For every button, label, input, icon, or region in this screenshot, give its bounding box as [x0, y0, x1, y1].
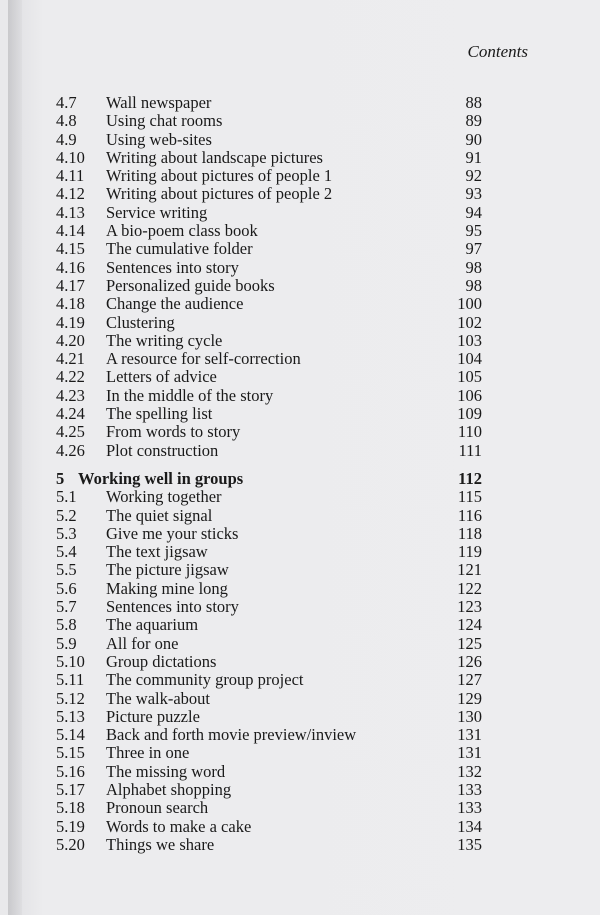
entry-number: 5.7 — [56, 597, 77, 617]
entry-page-number: 135 — [457, 834, 482, 854]
entry-number: 5.13 — [56, 706, 85, 726]
entry-title: Change the audience — [106, 294, 244, 314]
chapter-5-heading — [56, 470, 482, 488]
entry-page-number: 131 — [457, 743, 482, 763]
entry-page-number: 94 — [465, 202, 482, 222]
entry-page-number: 126 — [457, 651, 482, 671]
entry-page-number: 91 — [465, 147, 482, 167]
toc-entry — [56, 350, 482, 368]
toc-entry — [56, 167, 482, 185]
entry-number: 4.24 — [56, 404, 85, 424]
entry-title: Making mine long — [106, 578, 228, 598]
toc-entry — [56, 744, 482, 762]
entry-title: Using chat rooms — [106, 111, 223, 131]
entry-title: Writing about landscape pictures — [106, 147, 323, 167]
toc-entry — [56, 690, 482, 708]
toc-entry — [56, 423, 482, 441]
toc-entry — [56, 671, 482, 689]
entry-page-number: 111 — [458, 440, 482, 460]
entry-page-number: 115 — [457, 487, 482, 507]
entry-page-number: 129 — [457, 688, 482, 708]
entry-page-number: 93 — [465, 184, 482, 204]
entry-number: 4.9 — [56, 129, 77, 149]
entry-page-number: 106 — [457, 385, 482, 405]
entry-number: 5.8 — [56, 615, 77, 635]
entry-page-number: 88 — [465, 93, 482, 112]
book-page — [8, 0, 600, 915]
entry-page-number: 133 — [457, 798, 482, 818]
entry-title: Wall newspaper — [106, 93, 212, 112]
toc-entry — [56, 561, 482, 579]
entry-number: 4.16 — [56, 257, 85, 277]
entry-number: 4.26 — [56, 440, 85, 460]
toc-entry — [56, 277, 482, 295]
entry-title: The text jigsaw — [106, 542, 208, 562]
entry-title: The aquarium — [106, 615, 199, 635]
toc-entry — [56, 405, 482, 423]
toc-entry — [56, 488, 482, 506]
entry-page-number: 133 — [457, 779, 482, 799]
toc-entry — [56, 580, 482, 598]
entry-title: Words to make a cake — [106, 816, 252, 836]
toc-entry — [56, 653, 482, 671]
entry-number: 4.12 — [56, 184, 85, 204]
chapter-title: Working well in groups — [78, 468, 244, 488]
entry-page-number: 121 — [457, 560, 482, 580]
entry-title: Sentences into story — [106, 257, 239, 277]
entry-title: Group dictations — [106, 651, 217, 671]
entry-title: A bio-poem class book — [106, 221, 258, 241]
entry-page-number: 122 — [457, 578, 482, 598]
entry-title: Picture puzzle — [106, 706, 200, 726]
entry-number: 4.8 — [56, 111, 77, 131]
entry-title: The cumulative folder — [106, 239, 253, 259]
entry-page-number: 125 — [457, 633, 482, 653]
entry-number: 5.17 — [56, 779, 85, 799]
entry-page-number: 104 — [457, 349, 482, 369]
entry-title: Give me your sticks — [106, 523, 239, 543]
entry-number: 5.14 — [56, 725, 85, 745]
entry-number: 5.3 — [56, 523, 77, 543]
entry-title: Alphabet shopping — [106, 779, 232, 799]
entry-page-number: 124 — [457, 615, 482, 635]
entry-title: The picture jigsaw — [106, 560, 229, 580]
entry-page-number: 92 — [465, 166, 482, 186]
entry-page-number: 109 — [457, 404, 482, 424]
entry-number: 4.23 — [56, 385, 85, 405]
entry-title: In the middle of the story — [106, 385, 274, 405]
entry-page-number: 98 — [465, 257, 482, 277]
entry-title: From words to story — [106, 422, 241, 442]
toc-entry — [56, 726, 482, 744]
entry-page-number: 131 — [457, 725, 482, 745]
page-gutter-shadow — [8, 0, 22, 915]
toc-entry — [56, 368, 482, 386]
entry-number: 5.12 — [56, 688, 85, 708]
entry-title: Clustering — [106, 312, 175, 332]
toc-entry — [56, 259, 482, 277]
toc-entry — [56, 507, 482, 525]
toc-entry — [56, 94, 482, 112]
entry-number: 4.21 — [56, 349, 85, 369]
toc-entry — [56, 295, 482, 313]
entry-page-number: 103 — [457, 330, 482, 350]
table-of-contents — [56, 94, 482, 854]
entry-page-number: 97 — [465, 239, 482, 259]
entry-page-number: 130 — [457, 706, 482, 726]
toc-entry — [56, 818, 482, 836]
entry-page-number: 127 — [457, 670, 482, 690]
toc-entry — [56, 708, 482, 726]
toc-entry — [56, 185, 482, 203]
entry-page-number: 118 — [457, 523, 482, 543]
toc-entry — [56, 616, 482, 634]
entry-number: 5.16 — [56, 761, 85, 781]
entry-number: 4.22 — [56, 367, 85, 387]
toc-entry — [56, 332, 482, 350]
entry-number: 4.7 — [56, 93, 77, 112]
entry-title: Using web-sites — [106, 129, 212, 149]
entry-page-number: 89 — [465, 111, 482, 131]
entry-number: 4.17 — [56, 275, 85, 295]
entry-title: Service writing — [106, 202, 208, 222]
running-head: Contents — [467, 42, 528, 61]
toc-entry — [56, 240, 482, 258]
entry-number: 5.10 — [56, 651, 85, 671]
entry-page-number: 95 — [465, 221, 482, 241]
toc-entry — [56, 543, 482, 561]
toc-entry — [56, 836, 482, 854]
entry-title: The missing word — [106, 761, 226, 781]
entry-title: Writing about pictures of people 1 — [106, 166, 333, 186]
toc-entry — [56, 204, 482, 222]
entry-title: Three in one — [106, 743, 190, 763]
chapter-number: 5 — [56, 468, 65, 488]
entry-number: 5.5 — [56, 560, 77, 580]
entry-page-number: 90 — [465, 129, 482, 149]
entry-page-number: 123 — [457, 597, 482, 617]
entry-number: 5.6 — [56, 578, 77, 598]
chapter-5-entries — [56, 488, 482, 854]
entry-title: The spelling list — [106, 404, 213, 424]
toc-entry — [56, 314, 482, 332]
toc-entry — [56, 781, 482, 799]
entry-number: 4.13 — [56, 202, 85, 222]
toc-entry — [56, 112, 482, 130]
entry-title: Sentences into story — [106, 597, 239, 617]
entry-number: 5.15 — [56, 743, 85, 763]
entry-title: The writing cycle — [106, 330, 223, 350]
entry-title: The walk-about — [106, 688, 211, 708]
entry-title: The community group project — [106, 670, 304, 690]
toc-entry — [56, 387, 482, 405]
chapter-4-entries — [56, 94, 482, 460]
toc-entry — [56, 799, 482, 817]
entry-number: 4.18 — [56, 294, 85, 314]
entry-page-number: 102 — [457, 312, 482, 332]
toc-entry — [56, 598, 482, 616]
entry-number: 4.14 — [56, 221, 85, 241]
toc-entry — [56, 442, 482, 460]
entry-title: Personalized guide books — [106, 275, 275, 295]
entry-number: 5.9 — [56, 633, 77, 653]
entry-number: 4.25 — [56, 422, 85, 442]
entry-number: 4.15 — [56, 239, 85, 259]
entry-number: 5.18 — [56, 798, 85, 818]
entry-title: Letters of advice — [106, 367, 217, 387]
toc-entry — [56, 131, 482, 149]
entry-title: Plot construction — [106, 440, 219, 460]
toc-entry — [56, 149, 482, 167]
entry-number: 4.11 — [56, 166, 85, 186]
toc-entry — [56, 763, 482, 781]
entry-number: 5.2 — [56, 505, 77, 525]
toc-entry — [56, 525, 482, 543]
entry-title: Things we share — [106, 834, 215, 854]
entry-title: Pronoun search — [106, 798, 209, 818]
entry-title: Working together — [106, 487, 222, 507]
entry-number: 4.20 — [56, 330, 85, 350]
entry-number: 5.1 — [56, 487, 77, 507]
entry-page-number: 116 — [457, 505, 482, 525]
entry-number: 5.4 — [56, 542, 77, 562]
entry-number: 5.19 — [56, 816, 85, 836]
toc-entry — [56, 222, 482, 240]
entry-number: 5.11 — [56, 670, 85, 690]
entry-title: The quiet signal — [106, 505, 213, 525]
entry-title: Back and forth movie preview/inview — [106, 725, 357, 745]
entry-page-number: 100 — [457, 294, 482, 314]
entry-page-number: 98 — [465, 275, 482, 295]
toc-entry — [56, 635, 482, 653]
entry-page-number: 134 — [457, 816, 482, 836]
chapter-page-number: 112 — [458, 468, 482, 488]
entry-number: 4.19 — [56, 312, 85, 332]
entry-page-number: 105 — [457, 367, 482, 387]
entry-page-number: 110 — [457, 422, 482, 442]
entry-title: Writing about pictures of people 2 — [106, 184, 333, 204]
entry-number: 5.20 — [56, 834, 85, 854]
entry-page-number: 119 — [457, 542, 482, 562]
entry-page-number: 132 — [457, 761, 482, 781]
entry-title: All for one — [106, 633, 179, 653]
entry-title: A resource for self-correction — [106, 349, 301, 369]
entry-number: 4.10 — [56, 147, 85, 167]
